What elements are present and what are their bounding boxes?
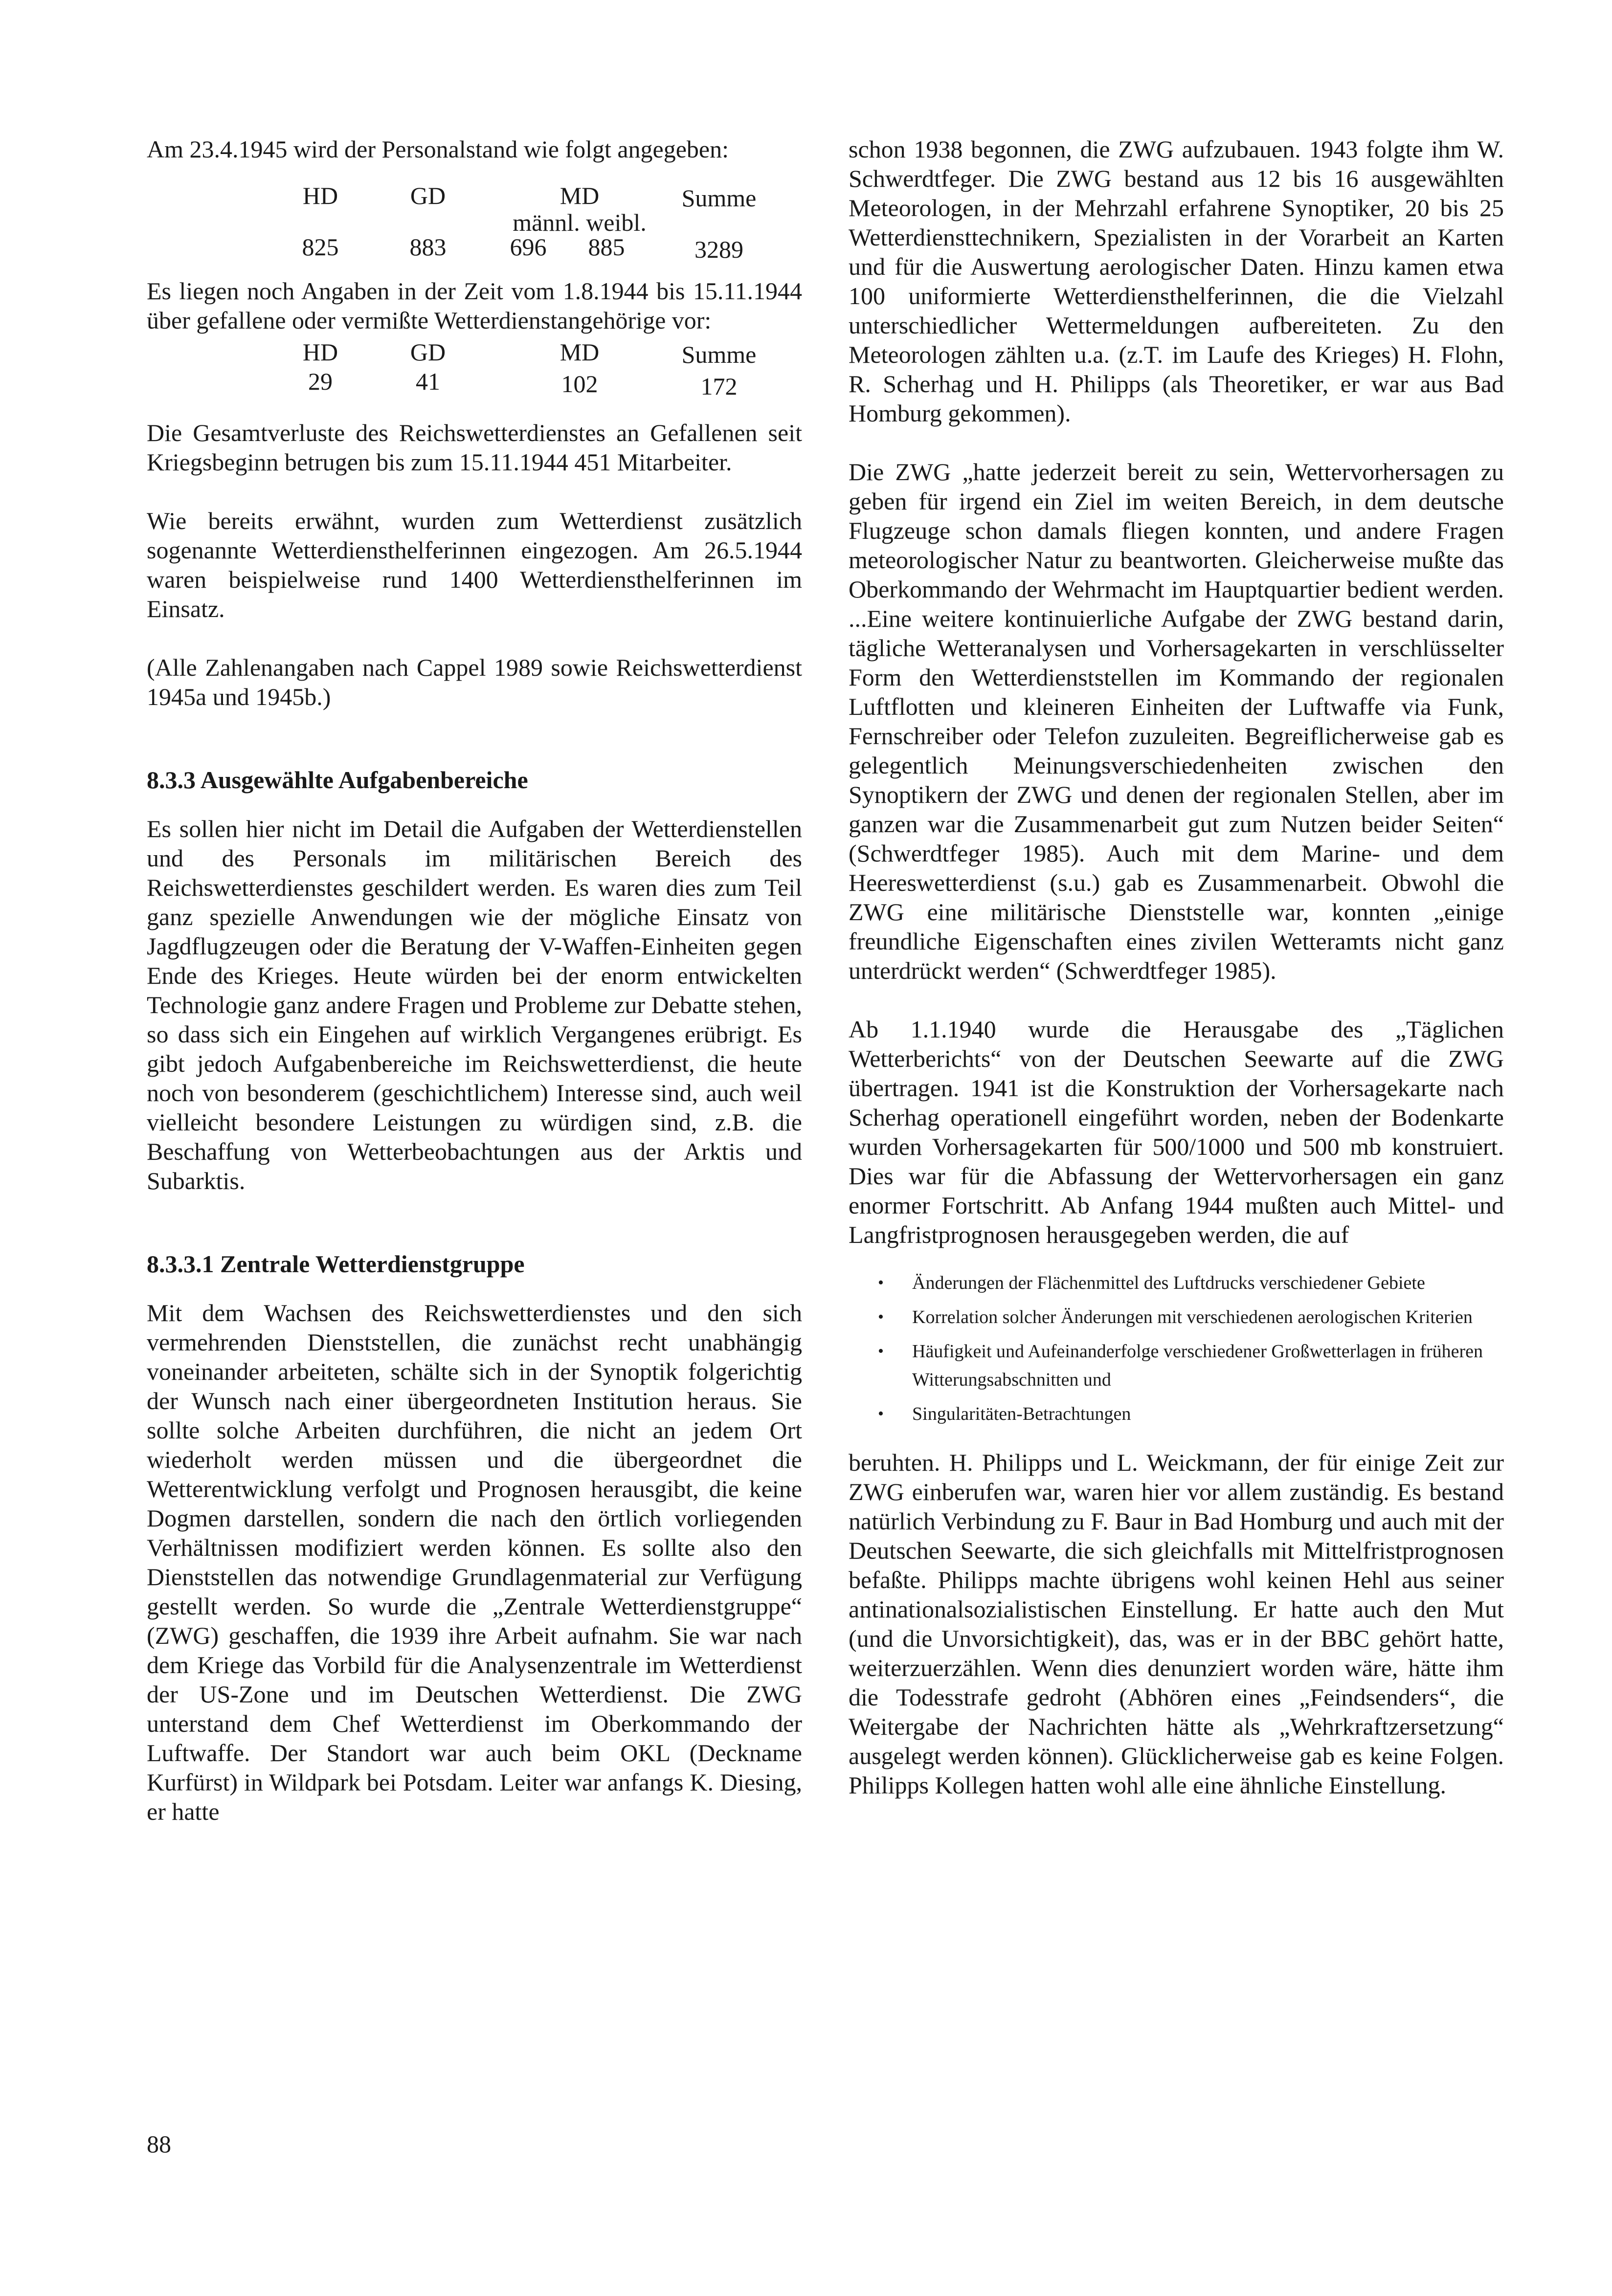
right-column	[849, 134, 1504, 1800]
paragraph-8331: Mit dem Wachsen des Reichswetterdienstes und den sich vermehrenden Dienststellen, die zunächst recht unabhängig voneinander arbeiteten, schälte sich in der Synoptik folgerichtig der Wunsch nach einer übergeordneten Institution heraus. Sie sollte solche Arbeiten durchführen, die nicht an jedem Ort wiederholt werden müssen und die übergeordnet die Wetterentwicklung verfolgt und Prognosen herausgibt, die keine Dogmen darstellen, sondern die nach den örtlich vorliegenden Verhältnissen modifiziert werden können. Es sollte also den Dienststellen das notwendige Grundlagenmaterial zur Verfügung gestellt werden. So wurde die „Zentrale Wetterdienstgruppe“ (ZWG) geschaffen, die 1939 ihre Arbeit aufnahm. Sie war nach dem Kriege das Vorbild für die Analysenzentrale im Wetterdienst der US-Zone und im Deutschen Wetterdienst. Die ZWG unterstand dem Chef Wetterdienst im Oberkommando der Luftwaffe. Der Standort war auch beim OKL (Deckname Kurfürst) in Wildpark bei Potsdam. Leiter war anfangs K. Diesing, er hatte	[147, 1299, 802, 1825]
table-header-md: MD	[560, 182, 600, 209]
paragraph-quote: Die ZWG „hatte jederzeit bereit zu sein, Wettervorhersagen zu geben für irgend ein Ziel im weiten Bereich, in dem deutsche Flugzeuge schon damals fliegen konnten, und andere Fragen meteorologischer Natur zu beantworten. Gleicherweise mußte das Oberkommando der Wehrmacht im Hauptquartier bedient werden. ...Eine weitere kontinuierliche Aufgabe der ZWG bestand darin, tägliche Wetteranalysen und Vorhersagekarten in verschlüsselter Form den Wetterdienststellen im Kommando der regionalen Luftflotten und kleineren Einheiten der Luftwaffe via Funk, Fernschreiber oder Telefon zuzuleiten. Begreiflicherweise gab es gelegentlich Meinungsverschiedenheiten zwischen den Synoptikern der ZWG und denen der regionalen Stellen, aber im ganzen war die Zusammenarbeit gut zum Nutzen beider Seiten“ (Schwerdtfeger 1985). Auch mit dem Marine- und dem Heereswetterdienst (s.u.) gab es Zusammenarbeit. Obwohl die ZWG eine militärische Dienststelle war, konnten „einige freundliche Eigenschaften eines zivilen Wetteramts nicht ganz unterdrückt werden“ (Schwerdtfeger 1985).	[849, 458, 1504, 984]
paragraph-continued: schon 1938 begonnen, die ZWG aufzubauen. 1943 folgte ihm W. Schwerdtfeger. Die ZWG bestand aus 12 bis 16 ausgewählten Meteorologen, in der Mehrzahl erfahrene Synoptiker, 20 bis 25 Wetterdiensttechnikern, Spezialisten in der Vorarbeit an Karten und für die Auswertung aerologischer Daten. Hinzu kamen etwa 100 uniformierte Wetterdiensthelferinnen, die die Vielzahl unterschiedlicher Wettermeldungen aufbereiteten. Zu den Meteorologen zählten u.a. (z.T. im Laufe des Krieges) H. Flohn, R. Scherhag und H. Philipps (als Theoretiker, er war aus Bad Homburg gekommen).	[849, 135, 1504, 427]
table-cell: 41	[416, 368, 440, 395]
table-header-summe: Summe	[681, 341, 757, 368]
personnel-table	[147, 164, 802, 263]
section-heading-8331: 8.3.3.1 Zentrale Wetterdienstgruppe	[147, 1250, 525, 1278]
table-header-md: MD	[560, 338, 600, 366]
list-item-text: Singularitäten-Betrachtungen	[912, 1404, 1131, 1424]
table-subheader-gender: männl. weibl.	[513, 209, 647, 236]
list-item	[878, 1269, 1504, 1297]
list-item	[878, 1303, 1504, 1331]
intro-line: Am 23.4.1945 wird der Personalstand wie folgt angegeben:	[147, 135, 729, 163]
table-cell: 29	[308, 368, 333, 395]
table-cell: 696	[510, 233, 547, 261]
losses-table	[147, 335, 802, 400]
bullet-icon: •	[878, 1405, 884, 1423]
list-item-text: Korrelation solcher Änderungen mit verschiedenen aerologischen Kriterien	[912, 1307, 1473, 1327]
bullet-list	[878, 1269, 1504, 1428]
bullet-icon: •	[878, 1274, 884, 1292]
left-column	[147, 134, 802, 1826]
paragraph-sources: (Alle Zahlenangaben nach Cappel 1989 sowie Reichswetterdienst 1945a und 1945b.)	[147, 654, 802, 710]
bullet-icon: •	[878, 1342, 884, 1360]
table-cell: 102	[561, 370, 598, 397]
paragraph-losses: Es liegen noch Angaben in der Zeit vom 1.8.1944 bis 15.11.1944 über gefallene oder vermißte Wetterdienstangehörige vor:	[147, 277, 802, 334]
table-cell: 3289	[694, 236, 743, 263]
table-header-summe: Summe	[681, 184, 757, 212]
paragraph-total-losses: Die Gesamtverluste des Reichswetterdienstes an Gefallenen seit Kriegsbeginn betrugen bis zum 15.11.1944 451 Mitarbeiter.	[147, 419, 802, 476]
paragraph-end: beruhten. H. Philipps und L. Weickmann, der für einige Zeit zur ZWG einberufen war, waren hier vor allem zuständig. Es bestand natürlich Verbindung zu F. Baur in Bad Homburg und auch mit der Deutschen Seewarte, die sich gleichfalls mit Mittelfristprognosen befaßte. Philipps machte übrigens wohl keinen Hehl aus seiner antinationalsozialistischen Einstellung. Er hatte auch den Mut (und die Unvorsichtigkeit), das, was er in der BBC gehört hatte, weiterzuerzählen. Wenn dies denunziert worden wäre, hätte ihm die Todesstrafe gedroht (Abhören eines „Feindsenders“, die Weitergabe der Nachrichten hätte als „Wehrkraftzersetzung“ ausgelegt werden können). Glücklicherweise gab es keine Folgen. Philipps Kollegen hatten wohl alle eine ähnliche Einstellung.	[849, 1449, 1504, 1799]
table-cell: 172	[700, 373, 738, 400]
table-header-hd: HD	[302, 338, 338, 366]
list-item-text: Änderungen der Flächenmittel des Luftdrucks verschiedener Gebiete	[912, 1273, 1425, 1293]
table-cell: 885	[588, 233, 625, 261]
list-item	[878, 1337, 1504, 1394]
page-number: 88	[147, 2130, 171, 2158]
table-header-hd: HD	[302, 182, 338, 209]
list-item	[878, 1400, 1504, 1428]
paragraph-1940: Ab 1.1.1940 wurde die Herausgabe des „Täglichen Wetterberichts“ von der Deutschen Seewarte auf die ZWG übertragen. 1941 ist die Konstruktion der Vorhersagekarte nach Scherhag operationell eingeführt worden, neben der Bodenkarte wurden Vorhersagekarten für 500/1000 und 500 mb konstruiert. Dies war für die Abfassung der Wettervorhersagen ein ganz enormer Fortschritt. Ab Anfang 1944 mußten auch Mittel- und Langfristprognosen herausgegeben werden, die auf	[849, 1016, 1504, 1248]
table-cell: 883	[409, 233, 447, 261]
paragraph-helferinnen: Wie bereits erwähnt, wurden zum Wetterdienst zusätzlich sogenannte Wetterdiensthelferinnen eingezogen. Am 26.5.1944 waren beispielweise rund 1400 Wetterdiensthelferinnen im Einsatz.	[147, 507, 802, 622]
list-item-text: Häufigkeit und Aufeinanderfolge verschiedener Großwetterlagen in früheren Witterungsabschnitten und	[912, 1341, 1483, 1390]
table-header-gd: GD	[410, 338, 446, 366]
table-cell: 825	[302, 233, 339, 261]
section-heading-833: 8.3.3 Ausgewählte Aufgabenbereiche	[147, 766, 528, 794]
bullet-icon: •	[878, 1308, 884, 1326]
paragraph-833: Es sollen hier nicht im Detail die Aufgaben der Wetterdienstellen und des Personals im militärischen Bereich des Reichswetterdienstes geschildert werden. Es waren dies zum Teil ganz spezielle Anwendungen wie der mögliche Einsatz von Jagdflugzeugen oder die Beratung der V-Waffen-Einheiten gegen Ende des Krieges. Heute würden bei der enorm entwickelten Technologie ganz andere Fragen und Probleme zur Debatte stehen, so dass sich ein Eingehen auf wirklich Vergangenes erübrigt. Es gibt jedoch Aufgabenbereiche im Reichswetterdienst, die heute noch von besonderem (geschichtlichem) Interesse sind, auch weil vielleicht besondere Leistungen zu würdigen sind, z.B. die Beschaffung von Wetterbeobachtungen aus der Arktis und Subarktis.	[147, 815, 802, 1194]
table-header-gd: GD	[410, 182, 446, 209]
